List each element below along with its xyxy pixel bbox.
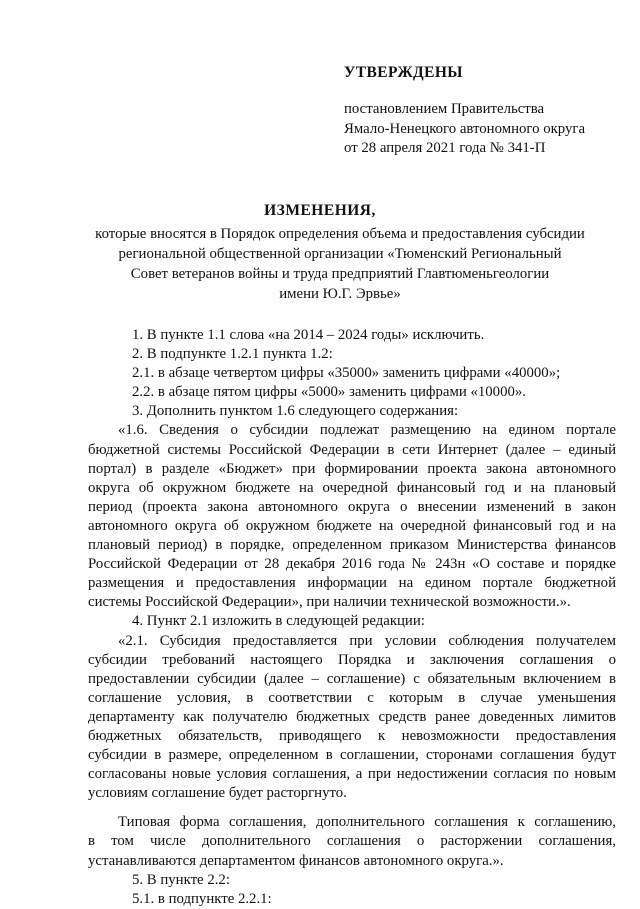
paragraph-line: плановый период) в порядке, определенном приказом Министерства финансов [88,537,616,554]
document-subtitle [70,224,610,304]
paragraph-line: в том числе дополнительного соглашения о расторжении соглашения, [88,833,616,850]
paragraph-line: согласованы новые условия соглашения, а при недостижении согласия по новым [88,766,616,783]
decree-line: постановлением Правительства [344,101,545,117]
paragraph-line: период (проекта закона автономного округа о внесении изменений в закон [88,498,616,515]
item-2-1: 2.1. в абзаце четвертом цифры «35000» заменить цифрами «40000»; [132,365,561,382]
item-1: 1. В пункте 1.1 слова «на 2014 – 2024 годы» исключить. [132,327,485,343]
paragraph-line: Типовая форма соглашения, дополнительного соглашения к соглашению, [118,814,616,831]
spacer [88,803,616,813]
paragraph-line: «1.6. Сведения о субсидии подлежат размещению на едином портале [118,422,616,439]
document-title: ИЗМЕНЕНИЯ, [264,202,376,219]
paragraph-line: «2.1. Субсидия предоставляется при условии соблюдения получателем [118,632,616,649]
paragraph-1-6 [88,421,616,612]
item-5-1: 5.1. в подпункте 2.2.1: [132,890,272,907]
paragraph-line: системы Российской Федерации», при наличии технической возможности.». [88,594,571,611]
subtitle-line: региональной общественной организации «Тюменский Региональный [118,246,562,262]
paragraph-line: субсидии в размере, определенном в соглашении, сторонами соглашения будут [88,747,616,764]
item-3: 3. Дополнить пунктом 1.6 следующего содержания: [132,403,459,420]
paragraph-line: предоставлении субсидии (далее – соглашение) с обязательным включением в [88,670,616,687]
paragraph-line: бюджетных обязательств, приводящего к невозможности предоставления [88,727,616,744]
paragraph-line: субсидии требований настоящего Порядка и заключения соглашения о [88,651,616,668]
subtitle-line: Совет ветеранов войны и труда предприятий Главтюменьгеологии [130,266,550,282]
paragraph-typical-form [88,813,616,870]
paragraph-line: портал) в разделе «Бюджет» при формировании проекта закона автономного [88,460,616,477]
decree-line: от 28 апреля 2021 года № 341-П [344,140,546,156]
paragraph-2-1 [88,632,616,804]
subtitle-line: имени Ю.Г. Эрвье» [279,286,401,302]
subtitle-line: которые вносятся в Порядок определения объема и предоставления субсидии [95,226,585,242]
paragraph-line: соглашение условия, в соответствии с которым в случае уменьшения [88,689,616,706]
paragraph-line: условиям соглашение будет расторгнуто. [88,785,347,802]
item-2-2: 2.2. в абзаце пятом цифры «5000» заменить цифрами «10000». [132,384,526,401]
document-body [88,326,616,909]
paragraph-line: бюджетной системы Российской Федерации в сети Интернет (далее – единый [88,441,616,458]
paragraph-line: департаменту как получателю бюджетных средств ранее доведенных лимитов [88,708,616,725]
paragraph-line: Российской Федерации от 28 декабря 2016 года № 243н «О составе и порядке [88,556,616,573]
paragraph-line: автономного округа об окружном бюджете на очередной финансовый год и на [88,517,616,534]
item-4: 4. Пункт 2.1 изложить в следующей редакции: [132,613,425,630]
decree-line: Ямало-Ненецкого автономного округа [344,120,586,137]
paragraph-line: округа об окружном бюджете на очередной финансовый год и на плановый [88,479,616,496]
item-5: 5. В пункте 2.2: [132,871,230,888]
approval-heading: УТВЕРЖДЕНЫ [344,64,463,81]
item-2: 2. В подпункте 1.2.1 пункта 1.2: [132,346,333,363]
paragraph-line: размещения и предоставления информации на едином портале бюджетной [88,575,616,592]
approval-decree [344,100,585,159]
paragraph-line: устанавливаются департаментом финансов автономного округа.». [88,852,504,869]
